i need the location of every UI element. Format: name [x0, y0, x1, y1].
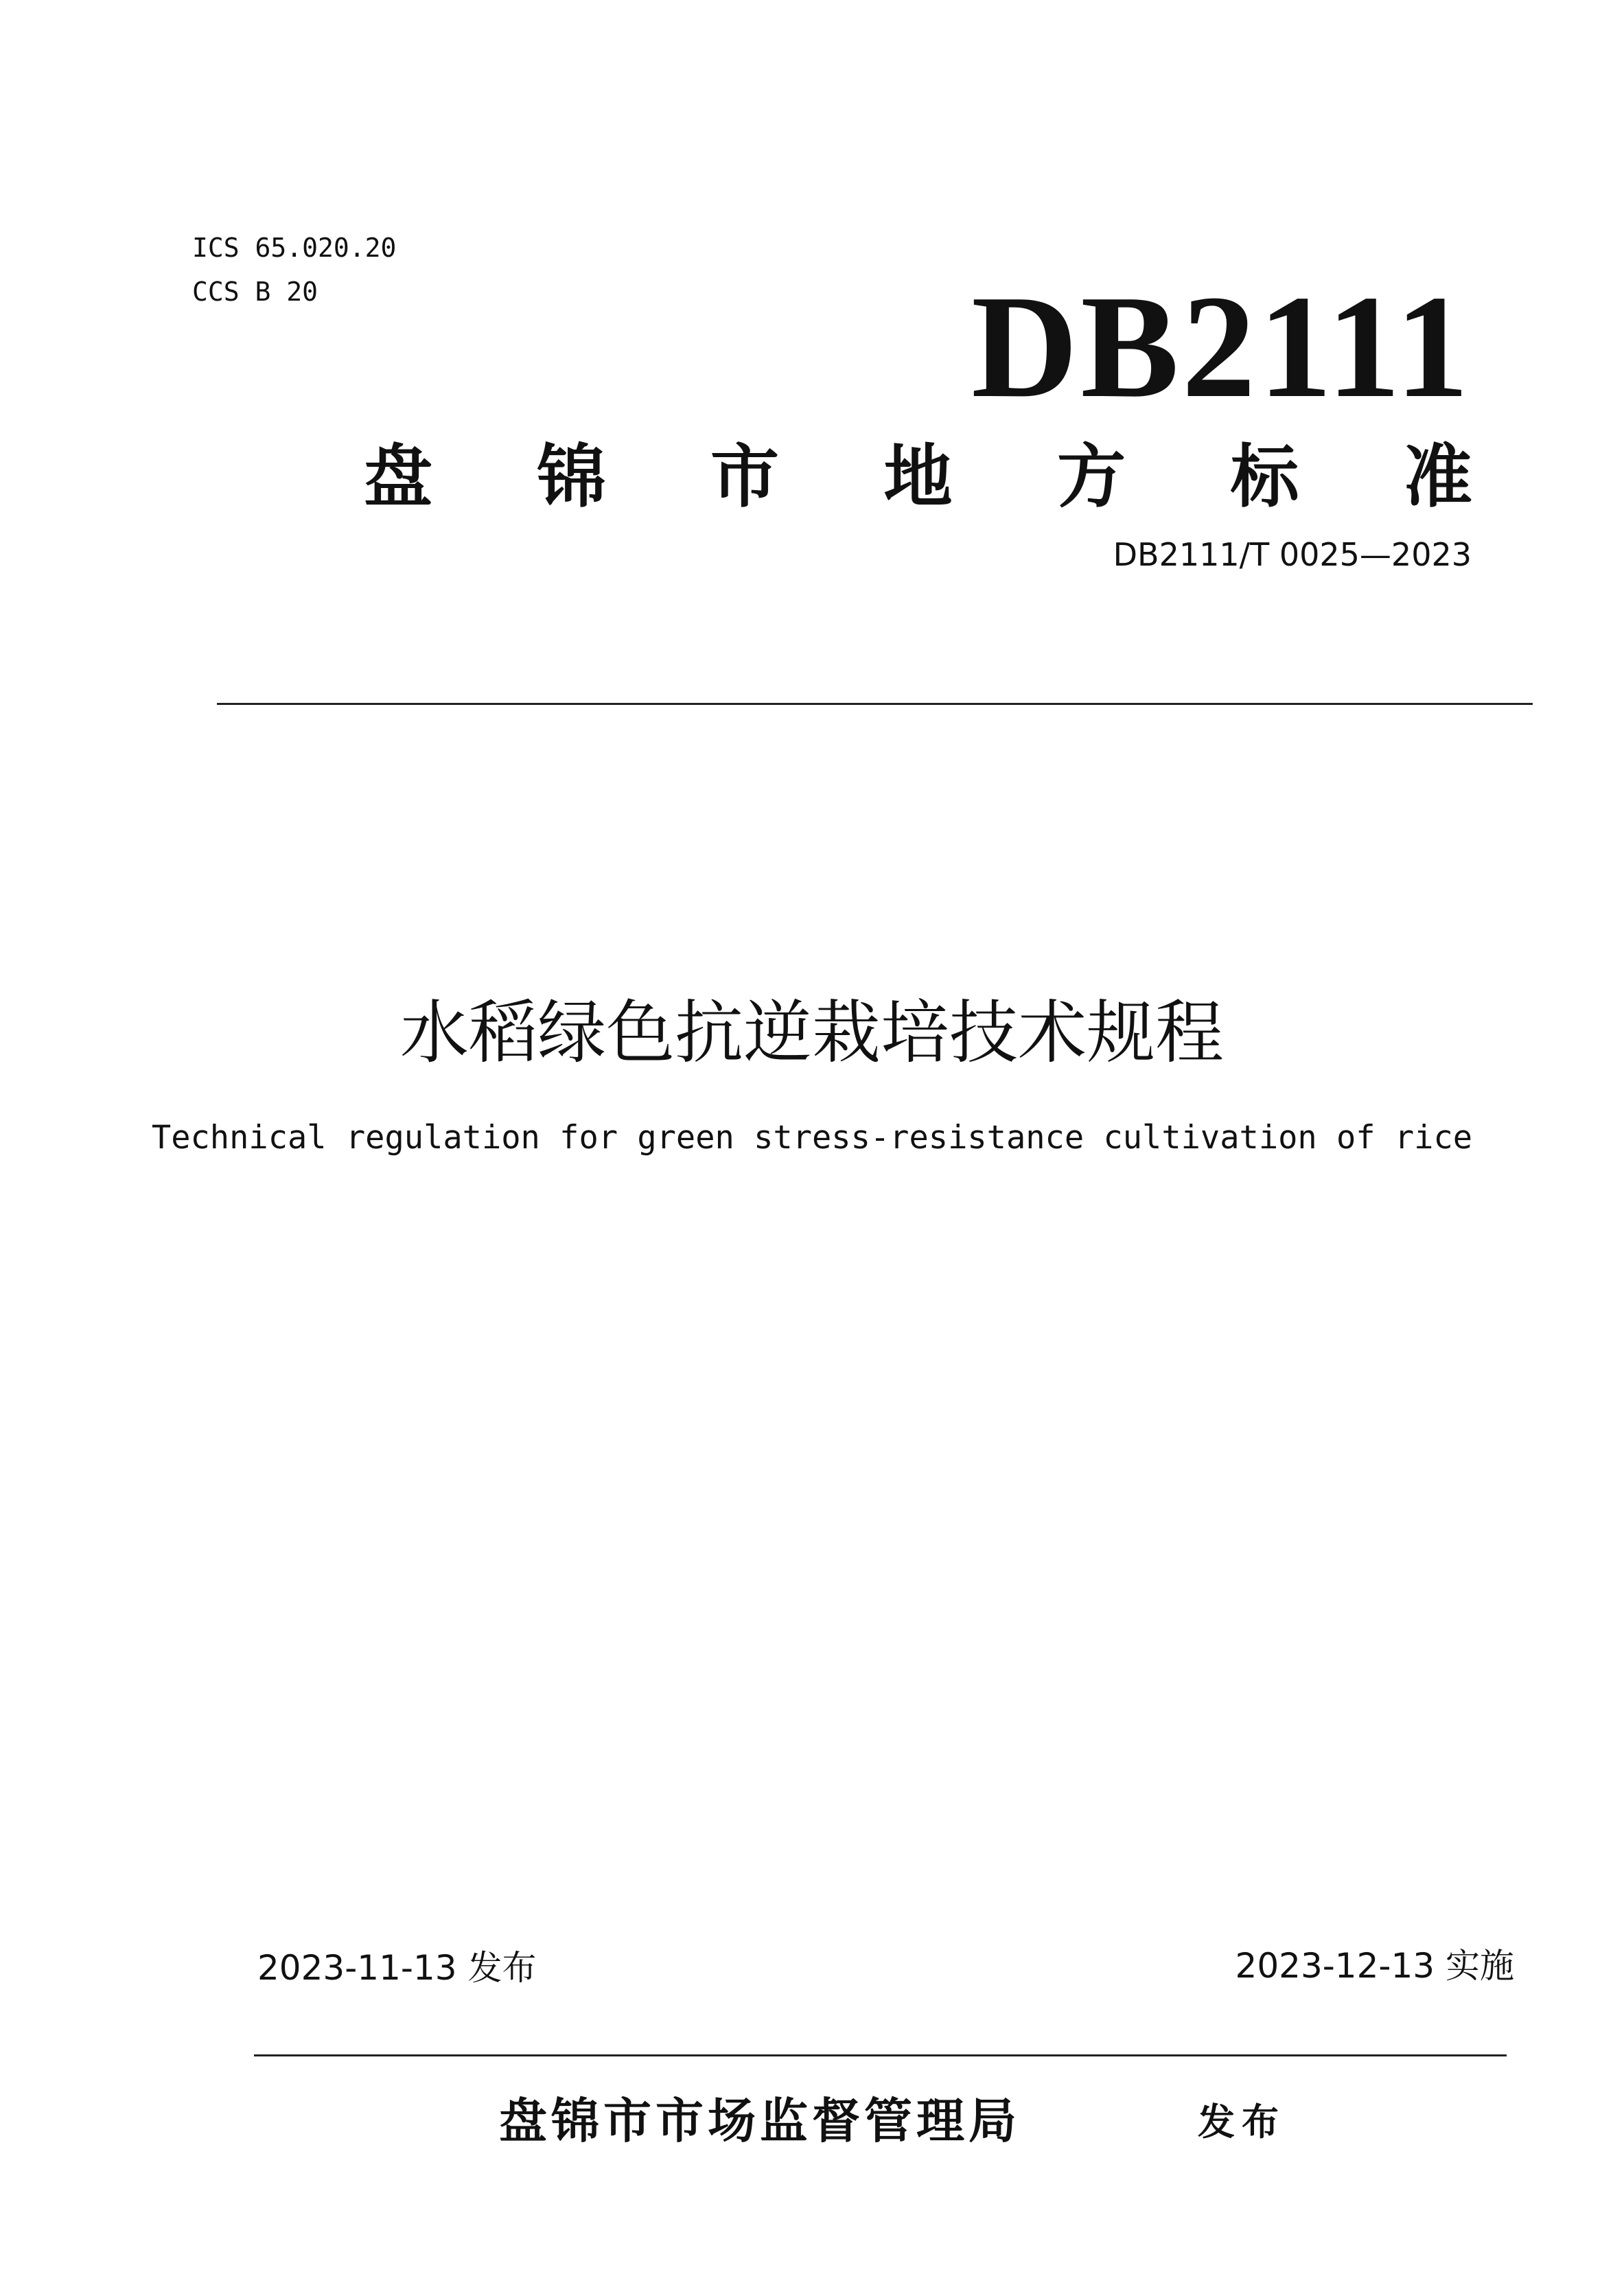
document-title-chinese: 水稻绿色抗逆栽培技术规程 — [400, 993, 1224, 1073]
standard-number: DB2111/T 0025—2023 — [1113, 536, 1472, 573]
bottom-divider — [254, 2054, 1507, 2056]
ccs-code: CCS B 20 — [192, 277, 318, 307]
publish-date: 2023-11-13 发布 — [257, 1948, 537, 1988]
standard-type-heading — [364, 436, 1472, 518]
document-title-english: Technical regulation for green stress-resistance cultivation of rice — [151, 1119, 1473, 1157]
top-divider — [217, 703, 1533, 705]
standard-type-char: 标 — [1230, 437, 1299, 517]
issue-label: 发布 — [1198, 2100, 1286, 2144]
standard-type-char: 准 — [1404, 437, 1472, 517]
standard-type-char: 市 — [710, 437, 779, 517]
standard-type-char: 方 — [1057, 437, 1126, 517]
standard-code-logo: DB2111 — [971, 264, 1472, 428]
standard-type-char: 盘 — [364, 437, 432, 517]
issuing-authority: 盘锦市市场监督管理局 — [499, 2093, 1021, 2149]
implementation-date: 2023-12-13 实施 — [1235, 1946, 1514, 1986]
standard-type-char: 锦 — [537, 437, 606, 517]
standard-type-char: 地 — [883, 437, 953, 517]
ics-code: ICS 65.020.20 — [192, 233, 397, 263]
